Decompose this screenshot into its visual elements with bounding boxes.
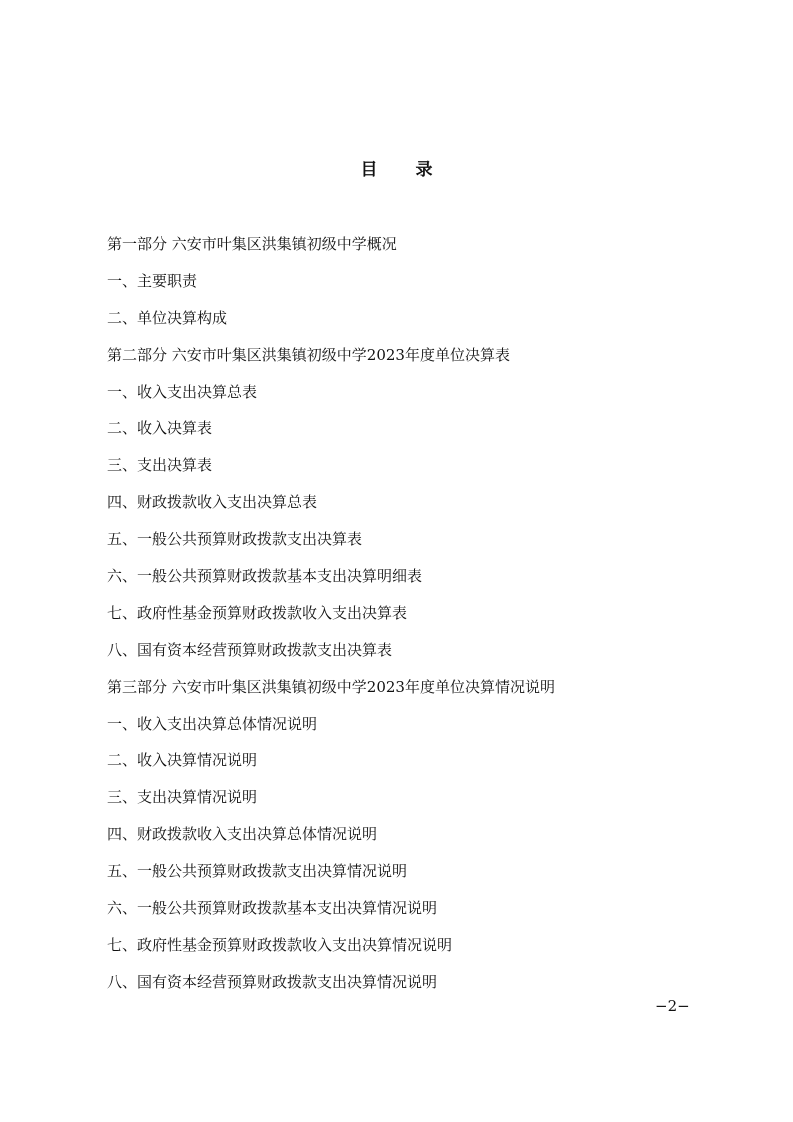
toc-entry: 二、单位决算构成 bbox=[107, 308, 228, 327]
toc-part-heading: 第二部分 六安市叶集区洪集镇初级中学2023年度单位决算表 bbox=[107, 345, 510, 364]
toc-entry: 八、国有资本经营预算财政拨款支出决算情况说明 bbox=[107, 972, 438, 991]
toc-entry: 七、政府性基金预算财政拨款收入支出决算表 bbox=[107, 603, 408, 622]
toc-entry: 一、主要职责 bbox=[107, 271, 198, 290]
toc-entry: 七、政府性基金预算财政拨款收入支出决算情况说明 bbox=[107, 935, 453, 954]
toc-entry: 五、一般公共预算财政拨款支出决算情况说明 bbox=[107, 862, 408, 881]
toc-entry: 一、收入支出决算总表 bbox=[107, 382, 258, 401]
toc-title: 目 录 bbox=[360, 160, 449, 180]
toc-entry: 六、一般公共预算财政拨款基本支出决算明细表 bbox=[107, 567, 423, 586]
toc-entry: 二、收入决算表 bbox=[107, 419, 213, 438]
toc-entry: 六、一般公共预算财政拨款基本支出决算情况说明 bbox=[107, 899, 438, 918]
toc-entry: 二、收入决算情况说明 bbox=[107, 751, 258, 770]
toc-entry: 五、一般公共预算财政拨款支出决算表 bbox=[107, 530, 363, 549]
toc-part-heading: 第一部分 六安市叶集区洪集镇初级中学概况 bbox=[107, 235, 397, 253]
page-number: −2− bbox=[655, 997, 690, 1015]
table-of-contents bbox=[107, 232, 707, 1007]
toc-entry: 四、财政拨款收入支出决算总体情况说明 bbox=[107, 825, 378, 844]
toc-entry: 四、财政拨款收入支出决算总表 bbox=[107, 493, 318, 512]
toc-part-heading: 第三部分 六安市叶集区洪集镇初级中学2023年度单位决算情况说明 bbox=[107, 677, 555, 696]
toc-entry: 八、国有资本经营预算财政拨款支出决算表 bbox=[107, 640, 393, 659]
toc-entry: 三、支出决算情况说明 bbox=[107, 788, 258, 807]
toc-entry: 一、收入支出决算总体情况说明 bbox=[107, 714, 318, 733]
toc-entry: 三、支出决算表 bbox=[107, 456, 213, 475]
